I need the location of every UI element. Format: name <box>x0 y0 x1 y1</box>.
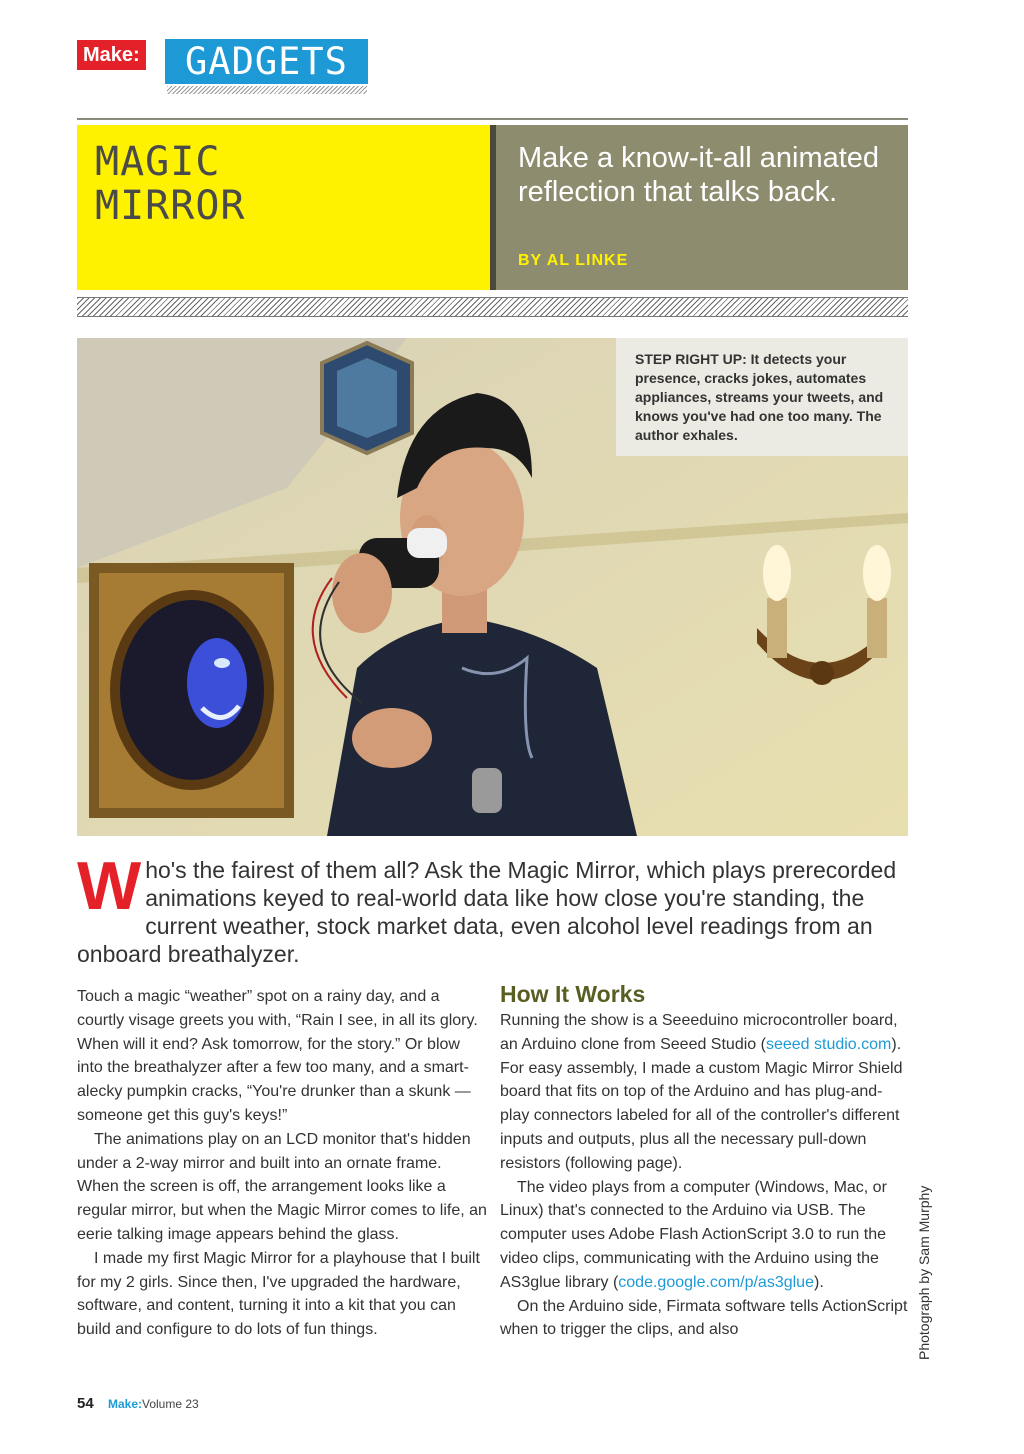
body-paragraph: On the Arduino side, Firmata software tells ActionScript when to trigger the clips, and also <box>500 1297 908 1339</box>
drop-cap: W <box>77 848 142 924</box>
photo-credit: Photograph by Sam Murphy <box>916 1185 932 1360</box>
hatch-band-decoration <box>77 297 908 317</box>
paragraph-text: Running the show is a Seeeduino microcontroller board, an Arduino clone from Seeed Studio ( <box>500 1012 898 1053</box>
paragraph-text: The video plays from a computer (Windows, Mac, or Linux) that's connected to the Arduino via USB. The computer uses Adobe Flash ActionScript 3.0 to run the video clips, communicating with the Arduino using the AS3glue library ( <box>500 1178 887 1291</box>
paragraph-text: ). <box>813 1273 824 1291</box>
top-rule <box>77 118 908 120</box>
as3glue-link[interactable]: code.google.com/p/as3glue <box>618 1273 814 1291</box>
body-column-right <box>500 1009 910 1342</box>
article-deck: Make a know-it-all animated reflection that talks back. <box>518 142 880 208</box>
make-logo: Make: <box>77 40 146 70</box>
body-paragraph: The animations play on an LCD monitor that's hidden under a 2-way mirror and built into an ornate frame. When the screen is off, the arrangement looks like a regular mirror, but when the Magic Mirror comes to life, an eerie talking image appears behind the glass. <box>77 1130 487 1243</box>
seeedstudio-link[interactable]: seeed studio.com <box>765 1035 892 1053</box>
lead-paragraph <box>77 848 917 968</box>
section-heading-how-it-works: How It Works <box>500 981 646 1007</box>
paragraph-text: ). For easy assembly, I made a custom Magic Mirror Shield board that fits on top of the Arduino and has plug-and-play connectors labeled for all of the controller's different inputs and outputs, plus all the necessary pull-down resistors (following page). <box>500 1035 903 1172</box>
body-paragraph <box>500 1176 910 1295</box>
section-logo-gadgets: GADGETS <box>165 39 368 84</box>
page-number: 54 <box>77 1395 94 1412</box>
footer-volume: Volume 23 <box>142 1397 199 1411</box>
body-column-left <box>77 985 487 1342</box>
logo-hatch-decoration <box>167 86 367 94</box>
body-paragraph <box>500 1009 910 1176</box>
article-title: MAGIC MIRROR <box>95 139 246 229</box>
footer-make-label: Make: <box>108 1397 143 1411</box>
body-paragraph: Touch a magic “weather” spot on a rainy day, and a courtly visage greets you with, “Rain I see, in all its glory. When will it end? Ask tomorrow, for the story.” Or blow into the breathalyzer after a few too many, and a smart-alecky pumpkin cracks, “You're drunker than a skunk — someone get this guy's keys!” <box>77 988 478 1124</box>
photo-caption: STEP RIGHT UP: It detects your presence, cracks jokes, automates appliances, streams your tweets, and knows you've had one too many. The author exhales. <box>635 351 884 443</box>
body-paragraph: I made my first Magic Mirror for a playhouse that I built for my 2 girls. Since then, I've upgraded the hardware, software, and content, turning it into a kit that you can build and configure to do lots of fun things. <box>77 1249 480 1339</box>
byline: BY AL LINKE <box>518 252 629 269</box>
lead-text: ho's the fairest of them all? Ask the Magic Mirror, which plays prerecorded animations keyed to real-world data like how close you're standing, the current weather, stock market data, even alcohol level readings from an onboard breathalyzer. <box>77 857 897 967</box>
